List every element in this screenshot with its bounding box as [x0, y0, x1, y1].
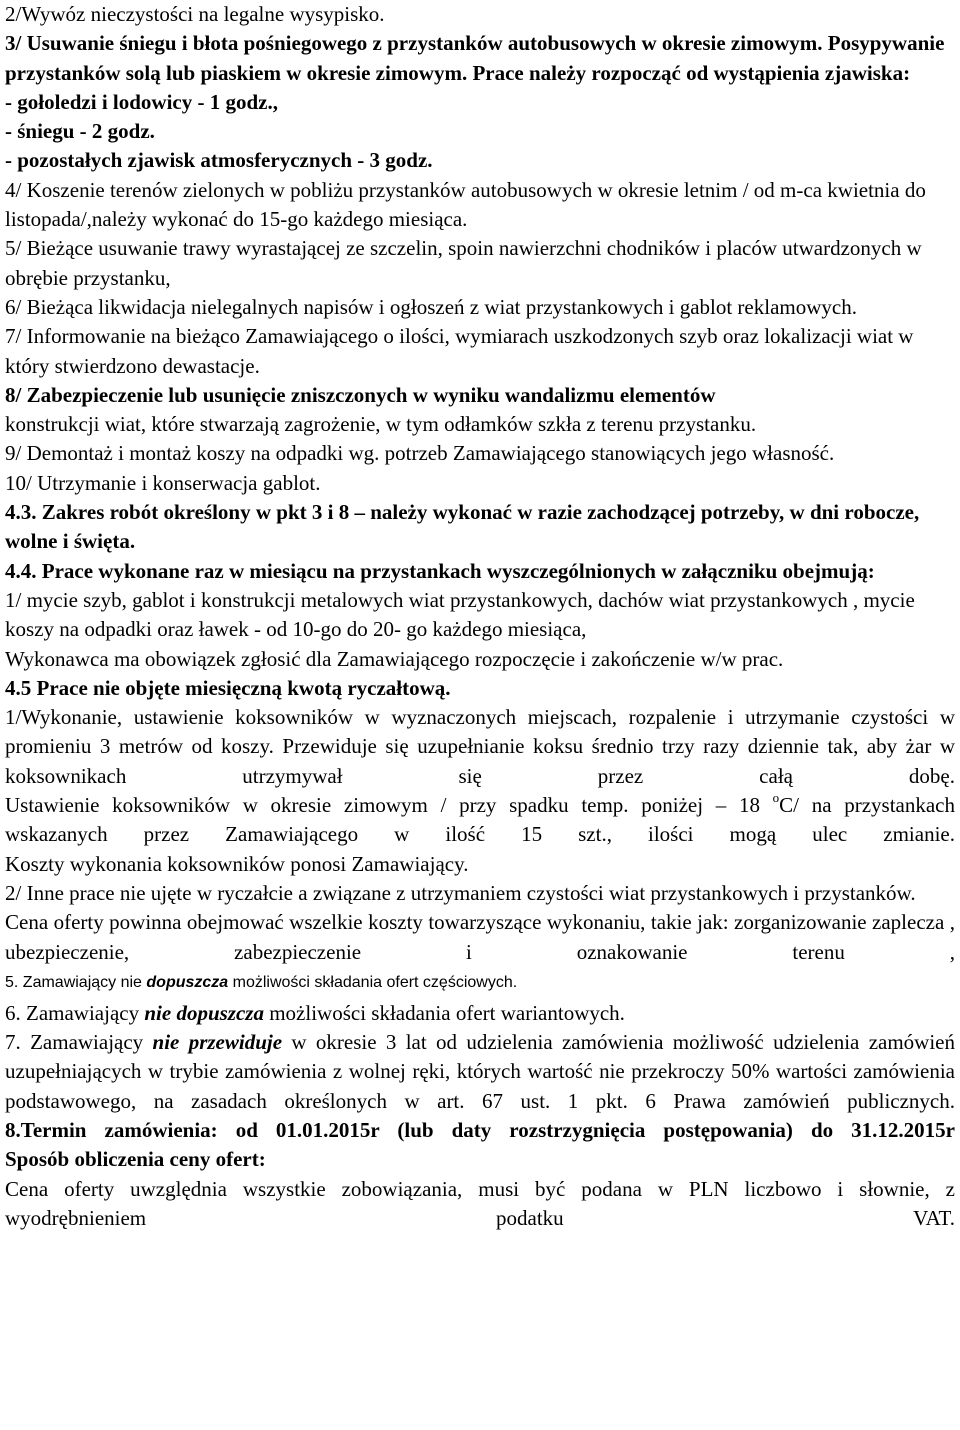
point-6-text-a: 6. Zamawiający — [5, 1000, 145, 1025]
paragraph-securing-heading: 8/ Zabezpieczenie lub usunięcie zniszczonych w wyniku wandalizmu elementów — [5, 382, 716, 407]
section-4-4: 4.4. Prace wykonane raz w miesiącu na przystankach wyszczególnionych w załączniku obejmują: — [5, 558, 875, 583]
snow-item-snow: - śniegu - 2 godz. — [5, 119, 155, 144]
paragraph-showcases: 10/ Utrzymanie i konserwacja gablot. — [5, 470, 321, 495]
brazier-text-b: C/ na przystankach wskazanych przez Zamawiającego w ilość 15 szt., ilości mogą ulec zmianie. — [5, 793, 955, 847]
point-5-text-b: możliwości składania ofert częściowych. — [228, 973, 518, 991]
paragraph-brazier-costs: Koszty wykonania koksowników ponosi Zamawiający. — [5, 851, 469, 876]
point-5-text-a: 5. Zamawiający nie — [5, 973, 147, 991]
point-5-partial-offers — [5, 967, 955, 999]
paragraph-grass: 5/ Bieżące usuwanie trawy wyrastającej ze szczelin, spoin nawierzchni chodników i placów utwardzonych w obrębie przystanku, — [5, 236, 922, 290]
snow-item-other: - pozostałych zjawisk atmosferycznych - 3 godz. — [5, 148, 433, 173]
paragraph-price-calculation: Cena oferty uwzględnia wszystkie zobowiązania, musi być podana w PLN liczbowo i słownie, z wyodrębnieniem podatku VAT. — [5, 1176, 955, 1230]
point-7-text-b: w okresie 3 lat od udzielenia zamówienia możliwość udzielenia zamówień uzupełniających w trybie zamówienia z wolnej ręki, których wartość nie przekroczy 50% wartości zamówienia podstawowego, na zasadach określonych w art. 67 ust. 1 pkt. 6 Prawa zamówień publicznych. — [5, 1030, 955, 1113]
paragraph-reporting: Wykonawca ma obowiązek zgłosić dla Zamawiającego rozpoczęcie i zakończenie w/w prac. — [5, 646, 784, 671]
section-4-5: 4.5 Prace nie objęte miesięczną kwotą ryczałtową. — [5, 675, 451, 700]
paragraph-informing: 7/ Informowanie na bieżąco Zamawiającego o ilości, wymiarach uszkodzonych szyb oraz lokalizacji wiat w który stwierdzono dewastacje. — [5, 324, 914, 378]
brazier-text-a: Ustawienie koksowników w okresie zimowym / przy spadku temp. poniżej – 18 — [5, 793, 773, 818]
paragraph-brazier-setup — [5, 791, 955, 850]
paragraph-other-works: 2/ Inne prace nie ujęte w ryczałcie a związane z utrzymaniem czystości wiat przystankowych i przystanków. — [5, 880, 916, 905]
paragraph-braziers: 1/Wykonanie, ustawienie koksowników w wyznaczonych miejscach, rozpalenie i utrzymanie czystości w promieniu 3 metrów od koszy. Przewiduje się uzupełnianie koksu średnio trzy razy dziennie tak, aby żar w koksownikach utrzymywał się przez całą dobę. — [5, 705, 955, 788]
point-7-text-a: 7. Zamawiający — [5, 1030, 153, 1055]
paragraph-offer-price: Cena oferty powinna obejmować wszelkie koszty towarzyszące wykonaniu, takie jak: zorganizowanie zaplecza , ubezpieczenie, zabezpieczenie i oznakowanie terenu , — [5, 910, 955, 964]
paragraph-securing-body: konstrukcji wiat, które stwarzają zagrożenie, w tym odłamków szkła z terenu przystanku. — [5, 412, 757, 437]
paragraph-waste-removal: 2/Wywóz nieczystości na legalne wysypisko. — [5, 2, 385, 26]
degree-sign: o — [772, 790, 780, 806]
point-6-emphasis: nie dopuszcza — [144, 1000, 264, 1025]
paragraph-posters: 6/ Bieżąca likwidacja nielegalnych napisów i ogłoszeń z wiat przystankowych i gablot reklamowych. — [5, 294, 857, 319]
paragraph-mowing: 4/ Koszenie terenów zielonych w pobliżu przystanków autobusowych w okresie letnim / od m-ca kwietnia do listopada/,należy wykonać do 15-go każdego miesiąca. — [5, 177, 926, 232]
point-5-emphasis: dopuszcza — [146, 973, 229, 991]
point-8-order-term: 8.Termin zamówienia: od 01.01.2015r (lub daty rozstrzygnięcia postępowania) do 31.12.2015r — [5, 1117, 955, 1142]
point-6-variant-offers — [5, 999, 955, 1028]
point-7-additional-orders — [5, 1028, 955, 1116]
point-6-text-b: możliwości składania ofert wariantowych. — [263, 1000, 625, 1025]
paragraph-bins: 9/ Demontaż i montaż koszy na odpadki wg. potrzeb Zamawiającego stanowiących jego własność. — [5, 441, 835, 466]
heading-price-calculation: Sposób obliczenia ceny ofert: — [5, 1147, 266, 1172]
section-4-3: 4.3. Zakres robót określony w pkt 3 i 8 – należy wykonać w razie zachodzącej potrzeby, w dni robocze, wolne i święta. — [5, 500, 920, 554]
snow-item-ice: - gołoledzi i lodowicy - 1 godz., — [5, 89, 278, 114]
paragraph-washing: 1/ mycie szyb, gablot i konstrukcji metalowych wiat przystankowych, dachów wiat przystankowych , mycie koszy na odpadki oraz ławek - od 10-go do 20- go każdego miesiąca, — [5, 587, 915, 642]
paragraph-snow-removal: 3/ Usuwanie śniegu i błota pośniegowego z przystanków autobusowych w okresie zimowym. Posypywanie przystanków solą lub piaskiem w okresie zimowym. Prace należy rozpocząć od wystąpienia zjawiska: — [5, 31, 945, 85]
point-7-emphasis: nie przewiduje — [152, 1030, 283, 1055]
